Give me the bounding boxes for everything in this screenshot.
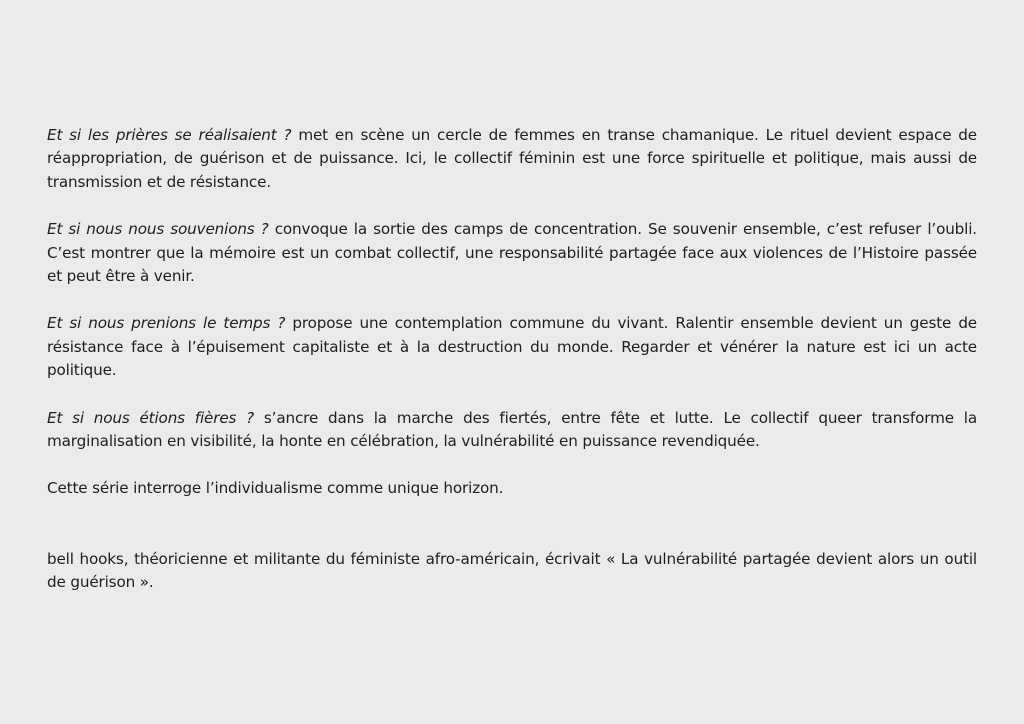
paragraph-title: Et si nous étions fières ? [47,408,255,427]
paragraph-title: Et si les prières se réalisaient ? [47,126,292,144]
paragraph-remember [47,218,977,288]
paragraph-text: convoque la sortie des camps de concentration. Se souvenir ensemble, c’est refuser l’oubli. C’est montrer que la mémoire est un combat collectif, une responsabilité partagée face aux violences de l’Histoire passée et peut être à venir. [47,220,977,286]
paragraph-time [47,312,977,382]
paragraph-prayers [47,124,977,194]
paragraph-text: s’ancre dans la marche des fiertés, entre fête et lutte. Le collectif queer transforme la marginalisation en visibilité, la honte en célébration, la vulnérabilité en puissance revendiquée. [47,408,977,451]
conclusion-paragraph: Cette série interroge l’individualisme comme unique horizon. [47,479,504,498]
paragraph-title: Et si nous prenions le temps ? [47,314,286,333]
quote-paragraph: bell hooks, théoricienne et militante du féministe afro-américain, écrivait « La vulnérabilité partagée devient alors un outil de guérison ». [47,549,977,592]
paragraph-title: Et si nous nous souvenions ? [47,220,269,239]
document-page [47,124,977,619]
paragraph-text: met en scène un cercle de femmes en transe chamanique. Le rituel devient espace de réappropriation, de guérison et de puissance. Ici, le collectif féminin est une force spirituelle et politique, mais aussi de transmission et de résistance. [47,126,977,191]
paragraph-text: propose une contemplation commune du vivant. Ralentir ensemble devient un geste de résistance face à l’épuisement capitaliste et à la destruction du monde. Regarder et vénérer la nature est ici un acte politique. [47,314,978,380]
paragraph-proud [47,407,977,454]
